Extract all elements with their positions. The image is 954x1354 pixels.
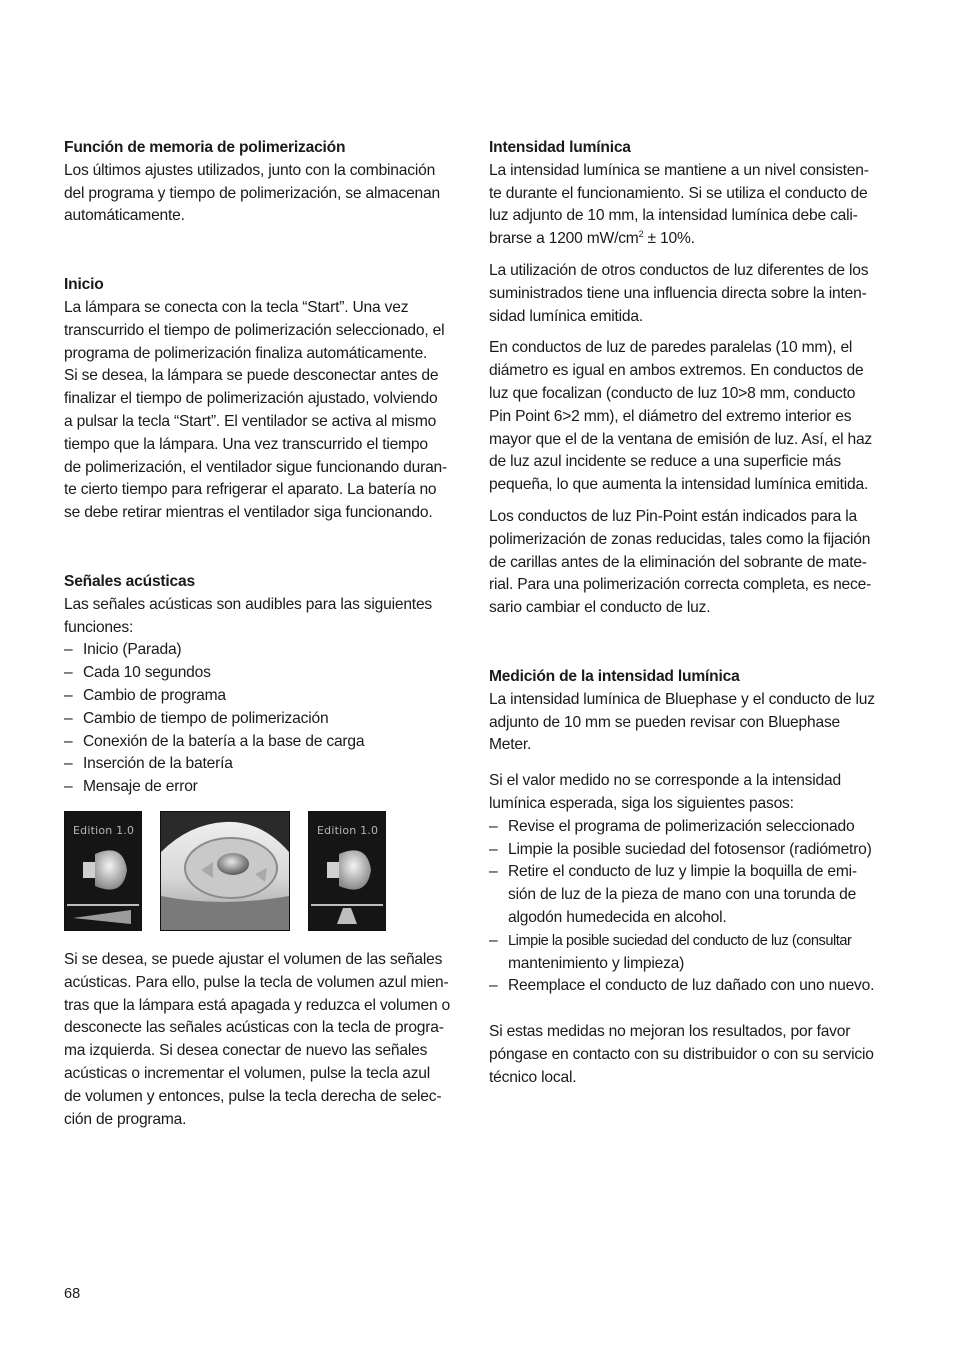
text-line: sidad lumínica emitida. — [489, 307, 644, 325]
text-line: Pin Point 6>2 mm), el diámetro del extremo interior es — [489, 407, 852, 425]
text-line: Meter. — [489, 736, 532, 754]
intensidad-heading: Intensidad lumínica — [489, 139, 631, 156]
text-line: de luz azul incidente se reduce a una superficie más — [489, 453, 841, 471]
list-item — [489, 816, 889, 839]
text-line: transcurrido el tiempo de polimerización seleccionado, el — [64, 321, 445, 339]
text-line: del programa y tiempo de polimerización, se almacenan — [64, 184, 440, 202]
intensidad-p4 — [489, 506, 889, 620]
senales-heading: Señales acústicas — [64, 572, 195, 590]
list-item — [489, 975, 889, 998]
medicion-p2 — [489, 770, 889, 816]
edition-label: Edition 1.0 — [73, 823, 135, 837]
text-line: de polimerización, el ventilador sigue funcionando duran- — [64, 458, 448, 476]
handpiece-icon — [161, 812, 289, 930]
text-line: adjunto de 10 mm se pueden revisar con Bluephase — [489, 713, 841, 731]
intensidad-p3 — [489, 337, 889, 497]
text-line: pequeña, lo que aumenta la intensidad lumínica emitida. — [489, 476, 869, 494]
text-line: En conductos de luz de paredes paralelas (10 mm), el — [489, 339, 853, 357]
text-line: Si el valor medido no se corresponde a la intensidad — [489, 772, 841, 790]
text-line: algodón humedecida en alcohol. — [508, 908, 727, 926]
text-line: Las señales acústicas son audibles para las siguientes — [64, 595, 433, 613]
divider — [67, 904, 139, 906]
inicio-text — [64, 297, 464, 525]
senales-intro — [64, 594, 464, 640]
text-line: Reemplace el conducto de luz dañado con uno nuevo. — [508, 977, 875, 995]
display-volume-high-image — [308, 811, 386, 931]
text-line: se debe retirar mientras el ventilador siga funcionando. — [64, 504, 433, 522]
list-item: – Inicio (Parada) — [64, 639, 464, 662]
text-line: Los conductos de luz Pin-Point están indicados para la — [489, 507, 858, 525]
right-column — [489, 137, 889, 1089]
text-line: ma izquierda. Si desea conectar de nuevo las señales — [64, 1042, 428, 1060]
memory-heading: Función de memoria de polimerización — [64, 139, 346, 156]
text-line: desconecte las señales acústicas con la tecla de progra- — [64, 1019, 444, 1037]
memory-text — [64, 160, 464, 228]
text-line: programa de polimerización finaliza automáticamente. — [64, 344, 428, 362]
list-item: – Inserción de la batería — [64, 753, 464, 776]
text-line: suministrados tiene una influencia directa sobre la inten- — [489, 284, 867, 302]
measurement-steps-list — [489, 816, 889, 998]
text-line: La lámpara se conecta con la tecla “Start”. Una vez — [64, 298, 409, 316]
text-line: te cierto tiempo para refrigerar el aparato. La batería no — [64, 481, 437, 499]
intensidad-p2 — [489, 260, 889, 328]
text-line: Revise el programa de polimerización seleccionado — [508, 817, 855, 835]
text-line: diámetro es igual en ambos extremos. En conductos de — [489, 362, 864, 380]
speaker-icon — [65, 812, 141, 930]
text-line: luz adjunto de 10 mm, la intensidad lumínica debe cali- — [489, 207, 858, 225]
list-item — [489, 930, 889, 976]
text-line: automáticamente. — [64, 207, 185, 225]
text-line: funciones: — [64, 618, 134, 636]
list-item: – Conexión de la batería a la base de carga — [64, 731, 464, 754]
text-line: Si se desea, la lámpara se puede desconectar antes de — [64, 367, 439, 385]
text-line: ± 10%. — [643, 230, 695, 248]
medicion-p1 — [489, 689, 889, 757]
superscript: 2 — [638, 229, 644, 239]
text-line: La intensidad lumínica se mantiene a un nivel consisten- — [489, 161, 869, 179]
text-line: de volumen y entonces, pulse la tecla derecha de selec- — [64, 1087, 442, 1105]
list-item: – Mensaje de error — [64, 776, 464, 799]
divider — [311, 904, 383, 906]
intensidad-p1 — [489, 160, 889, 251]
text-line: sario cambiar el conducto de luz. — [489, 599, 711, 617]
text-line: finalizar el tiempo de polimerización ajustado, volviendo — [64, 390, 438, 408]
text-line: Limpie la posible suciedad del conducto de luz (consultar — [508, 932, 852, 949]
device-images — [64, 811, 464, 931]
text-line: a pulsar la tecla “Start”. El ventilador se activa al mismo — [64, 412, 437, 430]
text-line: Limpie la posible suciedad del fotosensor (radiómetro) — [508, 840, 872, 858]
text-line: La intensidad lumínica de Bluephase y el conducto de luz — [489, 690, 875, 708]
text-line: polimerización de zonas reducidas, tales como la fijación — [489, 530, 871, 548]
speaker-icon — [309, 812, 385, 930]
text-line: tras que la lámpara está apagada y reduzca el volumen o — [64, 996, 451, 1014]
text-line: Retire el conducto de luz y limpie la boquilla de emi- — [508, 863, 857, 881]
acoustic-signal-list — [64, 639, 464, 799]
text-line: mayor que el de la ventana de emisión de luz. Así, el haz — [489, 430, 873, 448]
medicion-heading: Medición de la intensidad lumínica — [489, 667, 740, 685]
left-column — [64, 137, 464, 1131]
handpiece-buttons-image — [160, 811, 290, 931]
inicio-heading: Inicio — [64, 276, 104, 294]
text-line: luz que focalizan (conducto de luz 10>8 mm, conducto — [489, 384, 856, 402]
text-line: póngase en contacto con su distribuidor o con su servicio — [489, 1045, 874, 1063]
display-volume-low-image — [64, 811, 142, 931]
list-item: – Cambio de programa — [64, 685, 464, 708]
list-item — [489, 861, 889, 929]
text-line: rial. Para una polimerización correcta completa, es nece- — [489, 576, 872, 594]
text-line: brarse a 1200 mW/cm — [489, 230, 639, 248]
text-line: Si se desea, se puede ajustar el volumen de las señales — [64, 950, 443, 968]
text-line: Los últimos ajustes utilizados, junto con la combinación — [64, 161, 436, 179]
text-line: lumínica esperada, siga los siguientes pasos: — [489, 794, 794, 812]
text-line: Si estas medidas no mejoran los resultados, por favor — [489, 1023, 851, 1041]
volume-text — [64, 949, 464, 1131]
medicion-p3 — [489, 1021, 889, 1089]
text-line: de carillas antes de la eliminación del sobrante de mate- — [489, 553, 867, 571]
list-item: – Cada 10 segundos — [64, 662, 464, 685]
text-line: acústicas. Para ello, pulse la tecla de volumen azul mien- — [64, 973, 449, 991]
text-line: te durante el funcionamiento. Si se utiliza el conducto de — [489, 184, 868, 202]
list-item — [489, 839, 889, 862]
list-item: – Cambio de tiempo de polimerización — [64, 708, 464, 731]
text-line: sión de luz de la pieza de mano con una torunda de — [508, 886, 857, 904]
text-line: ción de programa. — [64, 1110, 187, 1128]
page-number: 68 — [64, 1286, 81, 1302]
text-line: mantenimiento y limpieza) — [508, 954, 685, 972]
text-line: acústicas o incrementar el volumen, pulse la tecla azul — [64, 1064, 431, 1082]
text-line: tiempo que la lámpara. Una vez transcurrido el tiempo — [64, 435, 428, 453]
edition-label: Edition 1.0 — [317, 823, 379, 837]
text-line: La utilización de otros conductos de luz diferentes de los — [489, 261, 869, 279]
text-line: técnico local. — [489, 1068, 577, 1086]
